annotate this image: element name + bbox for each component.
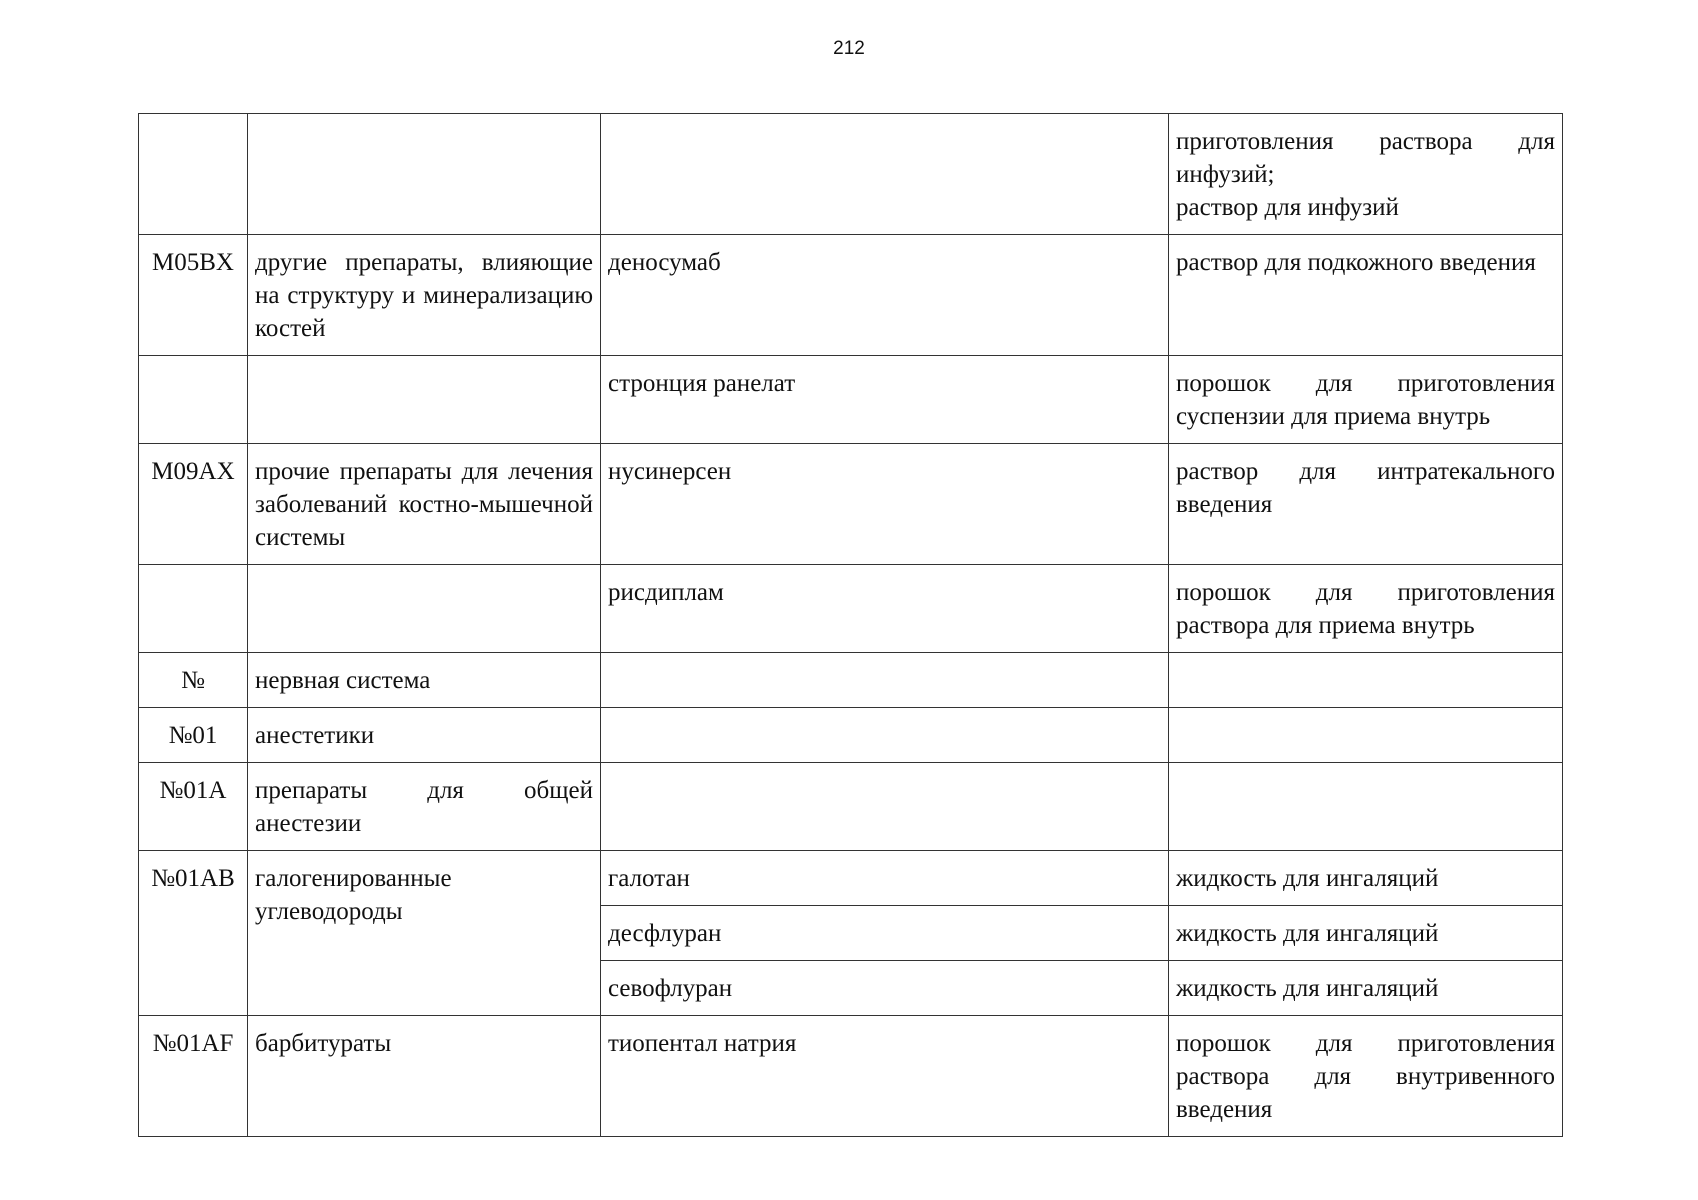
atc-code-cell: M09AX	[139, 444, 248, 565]
table-row	[139, 444, 1563, 565]
atc-code-cell: №	[139, 653, 248, 708]
group-cell	[248, 565, 601, 653]
group-cell: прочие препараты для лечения заболеваний костно-мышечной системы	[248, 444, 601, 565]
dosage-form-cell: жидкость для ингаляций	[1169, 961, 1563, 1016]
dosage-form-line: приготовления раствора для инфузий;	[1176, 128, 1555, 188]
dosage-form-cell: раствор для подкожного введения	[1169, 235, 1563, 356]
group-cell: анестетики	[248, 708, 601, 763]
group-cell: нервная система	[248, 653, 601, 708]
group-cell: другие препараты, влияющие на структуру и минерализацию костей	[248, 235, 601, 356]
table-row	[139, 114, 1563, 235]
drug-cell: нусинерсен	[601, 444, 1169, 565]
dosage-form-cell: раствор для интратекального введения	[1169, 444, 1563, 565]
drug-cell: галотан	[601, 851, 1169, 906]
dosage-form-cell: жидкость для ингаляций	[1169, 851, 1563, 906]
drug-cell: стронция ранелат	[601, 356, 1169, 444]
atc-code-cell: №01	[139, 708, 248, 763]
table-row	[139, 356, 1563, 444]
dosage-form-cell	[1169, 114, 1563, 235]
table-row	[139, 851, 1563, 906]
table-row	[139, 708, 1563, 763]
dosage-form-cell	[1169, 653, 1563, 708]
drug-cell: деносумаб	[601, 235, 1169, 356]
atc-code-cell: №01AB	[139, 851, 248, 1016]
dosage-form-line: раствор для инфузий	[1176, 194, 1399, 221]
atc-code-cell	[139, 114, 248, 235]
table-row	[139, 763, 1563, 851]
group-cell	[248, 114, 601, 235]
table-row	[139, 235, 1563, 356]
dosage-form-cell: порошок для приготовления раствора для приема внутрь	[1169, 565, 1563, 653]
drug-cell	[601, 708, 1169, 763]
table-row	[139, 565, 1563, 653]
group-cell	[248, 356, 601, 444]
dosage-form-cell	[1169, 708, 1563, 763]
group-cell: барбитураты	[248, 1016, 601, 1137]
table-row	[139, 1016, 1563, 1137]
drug-cell: севофлуран	[601, 961, 1169, 1016]
dosage-form-cell: порошок для приготовления суспензии для приема внутрь	[1169, 356, 1563, 444]
atc-code-cell: №01AF	[139, 1016, 248, 1137]
atc-code-cell: №01A	[139, 763, 248, 851]
drug-cell: тиопентал натрия	[601, 1016, 1169, 1137]
drug-cell	[601, 114, 1169, 235]
drug-cell	[601, 653, 1169, 708]
atc-code-cell	[139, 565, 248, 653]
group-cell: препараты для общей анестезии	[248, 763, 601, 851]
table-row	[139, 653, 1563, 708]
page-number: 212	[833, 38, 865, 59]
drug-cell	[601, 763, 1169, 851]
atc-code-cell	[139, 356, 248, 444]
dosage-form-cell: жидкость для ингаляций	[1169, 906, 1563, 961]
dosage-form-cell	[1169, 763, 1563, 851]
drug-cell: десфлуран	[601, 906, 1169, 961]
drug-cell: рисдиплам	[601, 565, 1169, 653]
group-cell: галогенированные углеводороды	[248, 851, 601, 1016]
drug-table	[138, 113, 1563, 1137]
dosage-form-cell: порошок для приготовления раствора для внутривенного введения	[1169, 1016, 1563, 1137]
atc-code-cell: M05BX	[139, 235, 248, 356]
